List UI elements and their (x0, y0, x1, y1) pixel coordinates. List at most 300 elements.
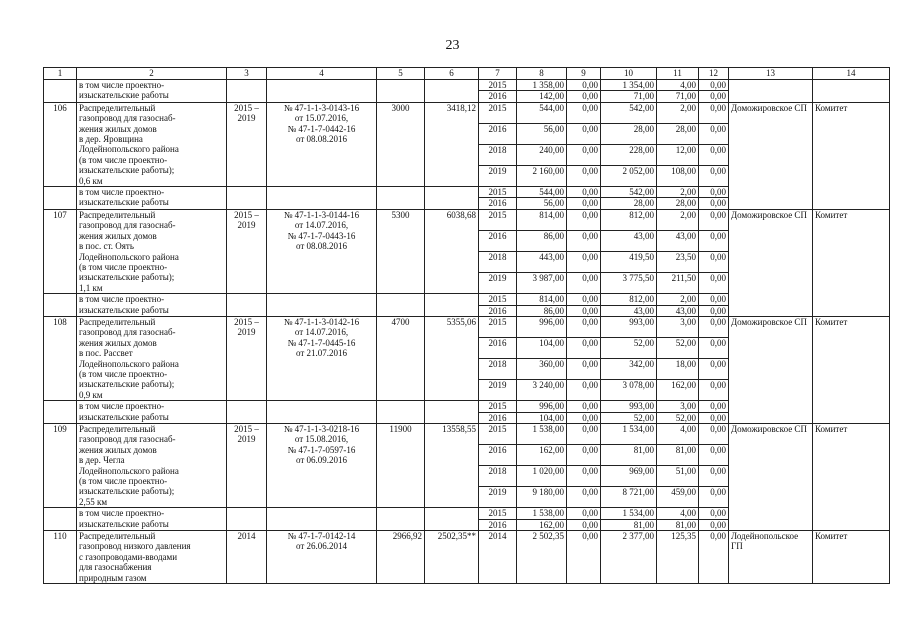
amount-total-cell: 3 240,00 (517, 380, 567, 401)
year-cell: 2014 (479, 531, 517, 584)
cell-line: изыскательские работы (79, 90, 169, 101)
year-cell: 2015 (479, 316, 517, 337)
amount-total-cell: 814,00 (517, 209, 567, 230)
amount-total-cell: 814,00 (517, 294, 567, 305)
cell-line: (в том числе проектно- (79, 261, 168, 272)
entry-executor: Комитет (813, 424, 890, 531)
year-cell: 2016 (479, 445, 517, 466)
year-cell: 2015 (479, 80, 517, 91)
amount-total-cell: 86,00 (517, 230, 567, 251)
amount-other-cell: 0,00 (699, 359, 729, 380)
amount-regional-cell: 8 721,00 (601, 487, 657, 508)
amount-federal-cell: 0,00 (567, 380, 601, 401)
entry-period (227, 102, 267, 186)
period-cell (227, 401, 267, 424)
subrow-description (77, 401, 227, 424)
amount-other-cell: 0,00 (699, 487, 729, 508)
period-cell (227, 508, 267, 531)
entry-number: 110 (44, 531, 77, 584)
entry-cost-estimate: 3000 (377, 102, 425, 186)
cell-line: № 47-1-7-0597-16 (287, 444, 356, 455)
cost-cell (377, 401, 425, 424)
amount-local-cell: 81,00 (657, 445, 699, 466)
amount-total-cell: 1 358,00 (517, 80, 567, 91)
cell-line: Лодейнопольского района (79, 465, 179, 476)
cell-line: от 26.06.2014 (295, 541, 348, 552)
amount-other-cell: 0,00 (699, 187, 729, 198)
header-row (44, 68, 890, 80)
column-header: 11 (657, 68, 699, 80)
column-header: 2 (77, 68, 227, 80)
amount-local-cell: 2,00 (657, 187, 699, 198)
amount-other-cell: 0,00 (699, 80, 729, 91)
amount-federal-cell: 0,00 (567, 144, 601, 165)
column-header: 9 (567, 68, 601, 80)
program-table (43, 67, 890, 584)
amount-regional-cell: 3 775,50 (601, 273, 657, 294)
num-cell (44, 401, 77, 424)
amount-local-cell: 3,00 (657, 401, 699, 412)
amount-total-cell: 142,00 (517, 91, 567, 102)
entry-period: 2014 (227, 531, 267, 584)
entry-municipality: Доможировское СП (729, 102, 813, 209)
year-cell: 2015 (479, 187, 517, 198)
num-cell (44, 508, 77, 531)
cell-line: 2015 – (234, 102, 259, 113)
column-header: 13 (729, 68, 813, 80)
amount-other-cell: 0,00 (699, 531, 729, 584)
amount-local-cell: 71,00 (657, 91, 699, 102)
cell-line: жения жилых домов (79, 444, 157, 455)
executor-cell (813, 80, 890, 103)
cell-line: № 47-1-7-0445-16 (287, 337, 356, 348)
docs-cell (267, 401, 377, 424)
subrow-description (77, 187, 227, 210)
column-header: 3 (227, 68, 267, 80)
year-cell: 2016 (479, 519, 517, 530)
cell-line: Лодейнопольского района (79, 251, 179, 262)
cell-line: для газоснабжения (79, 562, 152, 573)
cell-line: изыскательские работы); (79, 272, 175, 283)
year-cell: 2015 (479, 508, 517, 519)
table-row (44, 424, 890, 445)
cell-line: газопровод для газоснаб- (79, 113, 176, 124)
amount-total-cell: 56,00 (517, 198, 567, 209)
amount-other-cell: 0,00 (699, 519, 729, 530)
amount-federal-cell: 0,00 (567, 316, 601, 337)
num-cell (44, 80, 77, 103)
amount-federal-cell: 0,00 (567, 273, 601, 294)
table-row (44, 316, 890, 337)
entry-cost-actual: 6038,68 (425, 209, 479, 293)
entry-cost-estimate: 2966,92 (377, 531, 425, 584)
cell-line: 2019 (237, 113, 256, 124)
amount-total-cell: 1 020,00 (517, 466, 567, 487)
entry-number: 109 (44, 424, 77, 508)
entry-executor: Комитет (813, 102, 890, 209)
year-cell: 2018 (479, 252, 517, 273)
amount-regional-cell: 28,00 (601, 123, 657, 144)
amount-local-cell: 43,00 (657, 230, 699, 251)
cell-line: 2019 (237, 220, 256, 231)
entry-description (77, 424, 227, 508)
cell-line: в дер. Чегла (79, 455, 125, 466)
column-header: 7 (479, 68, 517, 80)
amount-total-cell: 996,00 (517, 401, 567, 412)
amount-regional-cell: 993,00 (601, 401, 657, 412)
amount-other-cell: 0,00 (699, 424, 729, 445)
cell-line: от 08.08.2016 (295, 241, 348, 252)
entry-cost-estimate: 5300 (377, 209, 425, 293)
amount-federal-cell: 0,00 (567, 80, 601, 91)
cell-line: изыскательские работы (79, 304, 169, 315)
cost-cell (377, 294, 425, 317)
entry-number: 106 (44, 102, 77, 186)
column-header: 8 (517, 68, 567, 80)
municipality-cell (729, 80, 813, 103)
amount-other-cell: 0,00 (699, 305, 729, 316)
cell-line: жения жилых домов (79, 230, 157, 241)
amount-local-cell: 43,00 (657, 305, 699, 316)
amount-federal-cell: 0,00 (567, 359, 601, 380)
cell-line: Лодейнопольское (731, 531, 799, 542)
amount-local-cell: 4,00 (657, 508, 699, 519)
entry-documents (267, 209, 377, 293)
cell-line: 2019 (237, 434, 256, 445)
amount-local-cell: 28,00 (657, 123, 699, 144)
cell-line: № 47-1-7-0443-16 (287, 230, 356, 241)
cell-line: жения жилых домов (79, 337, 157, 348)
cell-line: Распределительный (79, 102, 156, 113)
cell-line: изыскательские работы); (79, 165, 175, 176)
cell-line: газопровод для газоснаб- (79, 220, 176, 231)
amount-regional-cell: 43,00 (601, 230, 657, 251)
entry-documents (267, 424, 377, 508)
entry-cost-actual: 2502,35** (425, 531, 479, 584)
cell-line: в том числе проектно- (79, 294, 165, 305)
amount-federal-cell: 0,00 (567, 519, 601, 530)
cell-line: 2015 – (234, 209, 259, 220)
amount-local-cell: 52,00 (657, 338, 699, 359)
cell-line: 1,1 км (79, 282, 103, 293)
amount-other-cell: 0,00 (699, 198, 729, 209)
page-number: 23 (445, 38, 460, 53)
amount-other-cell: 0,00 (699, 338, 729, 359)
amount-federal-cell: 0,00 (567, 412, 601, 423)
year-cell: 2016 (479, 198, 517, 209)
num-cell (44, 187, 77, 210)
cell-line: 0,6 км (79, 175, 103, 186)
amount-total-cell: 162,00 (517, 519, 567, 530)
amount-total-cell: 1 538,00 (517, 424, 567, 445)
amount-local-cell: 52,00 (657, 412, 699, 423)
amount-local-cell: 28,00 (657, 198, 699, 209)
amount-local-cell: 12,00 (657, 144, 699, 165)
year-cell: 2016 (479, 338, 517, 359)
entry-number: 108 (44, 316, 77, 400)
amount-local-cell: 4,00 (657, 424, 699, 445)
year-cell: 2018 (479, 466, 517, 487)
amount-regional-cell: 28,00 (601, 198, 657, 209)
amount-regional-cell: 542,00 (601, 187, 657, 198)
year-cell: 2015 (479, 424, 517, 445)
cell-line: изыскательские работы (79, 197, 169, 208)
cell-line: ГП (731, 541, 743, 552)
amount-local-cell: 18,00 (657, 359, 699, 380)
cell-line: Лодейнопольского района (79, 358, 179, 369)
amount-regional-cell: 1 534,00 (601, 424, 657, 445)
cost-cell (425, 80, 479, 103)
amount-other-cell: 0,00 (699, 123, 729, 144)
cell-line: № 47-1-1-3-0142-16 (283, 316, 360, 327)
entry-documents (267, 316, 377, 400)
entry-cost-actual: 5355,06 (425, 316, 479, 400)
amount-local-cell: 459,00 (657, 487, 699, 508)
amount-total-cell: 86,00 (517, 305, 567, 316)
amount-federal-cell: 0,00 (567, 487, 601, 508)
amount-regional-cell: 3 078,00 (601, 380, 657, 401)
amount-total-cell: 2 502,35 (517, 531, 567, 584)
amount-regional-cell: 2 052,00 (601, 166, 657, 187)
entry-number: 107 (44, 209, 77, 293)
cell-line: Распределительный (79, 424, 156, 434)
amount-local-cell: 108,00 (657, 166, 699, 187)
cell-line: в том числе проектно- (79, 508, 165, 519)
amount-federal-cell: 0,00 (567, 166, 601, 187)
table-row (44, 209, 890, 230)
amount-total-cell: 544,00 (517, 102, 567, 123)
cost-cell (425, 401, 479, 424)
period-cell (227, 294, 267, 317)
amount-regional-cell: 2 377,00 (601, 531, 657, 584)
cell-line: в том числе проектно- (79, 401, 165, 412)
year-cell: 2015 (479, 102, 517, 123)
cell-line: (в том числе проектно- (79, 154, 168, 165)
amount-local-cell: 125,35 (657, 531, 699, 584)
cell-line: Лодейнопольского района (79, 144, 179, 155)
cell-line: жения жилых домов (79, 123, 157, 134)
period-cell (227, 80, 267, 103)
entry-description (77, 316, 227, 400)
amount-other-cell: 0,00 (699, 508, 729, 519)
entry-period (227, 316, 267, 400)
cell-line: газопровод для газоснаб- (79, 434, 176, 445)
cost-cell (377, 80, 425, 103)
amount-federal-cell: 0,00 (567, 401, 601, 412)
amount-regional-cell: 71,00 (601, 91, 657, 102)
year-cell: 2019 (479, 380, 517, 401)
amount-local-cell: 2,00 (657, 102, 699, 123)
amount-federal-cell: 0,00 (567, 445, 601, 466)
amount-other-cell: 0,00 (699, 102, 729, 123)
amount-regional-cell: 812,00 (601, 209, 657, 230)
entry-municipality: Доможировское СП (729, 316, 813, 423)
cell-line: в том числе проектно- (79, 80, 165, 90)
entry-municipality: Доможировское СП (729, 424, 813, 531)
amount-total-cell: 104,00 (517, 412, 567, 423)
year-cell: 2019 (479, 273, 517, 294)
amount-local-cell: 2,00 (657, 294, 699, 305)
cell-line: 2015 – (234, 316, 259, 327)
cell-line: от 21.07.2016 (295, 348, 348, 359)
docs-cell (267, 508, 377, 531)
cell-line: от 15.07.2016, (294, 113, 349, 124)
amount-total-cell: 162,00 (517, 445, 567, 466)
cell-line: газопровод для газоснаб- (79, 327, 176, 338)
amount-regional-cell: 43,00 (601, 305, 657, 316)
docs-cell (267, 80, 377, 103)
column-header: 5 (377, 68, 425, 80)
cell-line: от 14.07.2016, (294, 220, 349, 231)
docs-cell (267, 187, 377, 210)
cell-line: Распределительный (79, 209, 156, 220)
amount-other-cell: 0,00 (699, 412, 729, 423)
entry-municipality (729, 531, 813, 584)
amount-other-cell: 0,00 (699, 466, 729, 487)
amount-other-cell: 0,00 (699, 445, 729, 466)
cell-line: 2,55 км (79, 496, 108, 507)
entry-period (227, 209, 267, 293)
entry-municipality: Доможировское СП (729, 209, 813, 316)
amount-other-cell: 0,00 (699, 230, 729, 251)
amount-regional-cell: 969,00 (601, 466, 657, 487)
amount-total-cell: 996,00 (517, 316, 567, 337)
column-header: 10 (601, 68, 657, 80)
amount-total-cell: 2 160,00 (517, 166, 567, 187)
amount-other-cell: 0,00 (699, 273, 729, 294)
amount-other-cell: 0,00 (699, 209, 729, 230)
cost-cell (377, 187, 425, 210)
cell-line: с газопроводами-вводами (79, 551, 178, 562)
amount-other-cell: 0,00 (699, 252, 729, 273)
subrow-description (77, 508, 227, 531)
amount-regional-cell: 419,50 (601, 252, 657, 273)
amount-total-cell: 104,00 (517, 338, 567, 359)
amount-total-cell: 56,00 (517, 123, 567, 144)
amount-regional-cell: 52,00 (601, 412, 657, 423)
cell-line: в том числе проектно- (79, 187, 165, 198)
amount-federal-cell: 0,00 (567, 466, 601, 487)
amount-total-cell: 3 987,00 (517, 273, 567, 294)
amount-federal-cell: 0,00 (567, 91, 601, 102)
amount-local-cell: 211,50 (657, 273, 699, 294)
cell-line: от 14.07.2016, (294, 327, 349, 338)
cell-line: № 47-1-7-0442-16 (287, 123, 356, 134)
amount-local-cell: 3,00 (657, 316, 699, 337)
year-cell: 2018 (479, 359, 517, 380)
entry-cost-actual: 3418,12 (425, 102, 479, 186)
cell-line: (в том числе проектно- (79, 476, 168, 487)
cell-line: 2019 (237, 327, 256, 338)
amount-federal-cell: 0,00 (567, 305, 601, 316)
amount-federal-cell: 0,00 (567, 230, 601, 251)
year-cell: 2019 (479, 166, 517, 187)
amount-other-cell: 0,00 (699, 294, 729, 305)
amount-federal-cell: 0,00 (567, 209, 601, 230)
amount-regional-cell: 542,00 (601, 102, 657, 123)
cell-line: в дер. Яровщина (79, 134, 143, 145)
cost-cell (425, 294, 479, 317)
year-cell: 2016 (479, 91, 517, 102)
amount-federal-cell: 0,00 (567, 102, 601, 123)
year-cell: 2016 (479, 305, 517, 316)
amount-total-cell: 443,00 (517, 252, 567, 273)
cell-line: № 47-1-1-3-0144-16 (283, 209, 360, 220)
year-cell: 2019 (479, 487, 517, 508)
amount-federal-cell: 0,00 (567, 508, 601, 519)
subrow-description (77, 80, 227, 103)
entry-cost-estimate: 11900 (377, 424, 425, 508)
cell-line: в пос. Рассвет (79, 348, 133, 359)
amount-total-cell: 360,00 (517, 359, 567, 380)
year-cell: 2015 (479, 401, 517, 412)
amount-federal-cell: 0,00 (567, 252, 601, 273)
column-header: 14 (813, 68, 890, 80)
table-row (44, 80, 890, 91)
amount-other-cell: 0,00 (699, 316, 729, 337)
column-header: 12 (699, 68, 729, 80)
amount-other-cell: 0,00 (699, 380, 729, 401)
year-cell: 2016 (479, 230, 517, 251)
amount-other-cell: 0,00 (699, 144, 729, 165)
amount-local-cell: 2,00 (657, 209, 699, 230)
cell-line: изыскательские работы); (79, 486, 175, 497)
entry-cost-actual: 13558,55 (425, 424, 479, 508)
year-cell: 2016 (479, 412, 517, 423)
amount-regional-cell: 81,00 (601, 445, 657, 466)
amount-total-cell: 240,00 (517, 144, 567, 165)
entry-description (77, 102, 227, 186)
amount-other-cell: 0,00 (699, 401, 729, 412)
table-row (44, 102, 890, 123)
cell-line: природным газом (79, 572, 147, 583)
num-cell (44, 294, 77, 317)
amount-local-cell: 23,50 (657, 252, 699, 273)
amount-regional-cell: 228,00 (601, 144, 657, 165)
docs-cell (267, 294, 377, 317)
amount-regional-cell: 342,00 (601, 359, 657, 380)
entry-description (77, 531, 227, 584)
year-cell: 2015 (479, 209, 517, 230)
cell-line: (в том числе проектно- (79, 368, 168, 379)
entry-cost-estimate: 4700 (377, 316, 425, 400)
amount-federal-cell: 0,00 (567, 424, 601, 445)
period-cell (227, 187, 267, 210)
year-cell: 2016 (479, 123, 517, 144)
amount-federal-cell: 0,00 (567, 338, 601, 359)
cell-line: Распределительный (79, 531, 156, 542)
amount-regional-cell: 812,00 (601, 294, 657, 305)
entry-documents (267, 102, 377, 186)
amount-federal-cell: 0,00 (567, 294, 601, 305)
cell-line: от 06.09.2016 (295, 455, 348, 466)
amount-regional-cell: 1 534,00 (601, 508, 657, 519)
cell-line: № 47-1-1-3-0218-16 (283, 424, 360, 434)
subrow-description (77, 294, 227, 317)
amount-local-cell: 81,00 (657, 519, 699, 530)
amount-federal-cell: 0,00 (567, 187, 601, 198)
amount-regional-cell: 1 354,00 (601, 80, 657, 91)
cell-line: 2015 – (234, 424, 259, 434)
cell-line: изыскательские работы (79, 518, 169, 529)
entry-executor: Комитет (813, 209, 890, 316)
column-header: 6 (425, 68, 479, 80)
year-cell: 2015 (479, 294, 517, 305)
amount-local-cell: 4,00 (657, 80, 699, 91)
cell-line: № 47-1-7-0142-14 (287, 531, 356, 542)
amount-regional-cell: 52,00 (601, 338, 657, 359)
entry-executor: Комитет (813, 531, 890, 584)
